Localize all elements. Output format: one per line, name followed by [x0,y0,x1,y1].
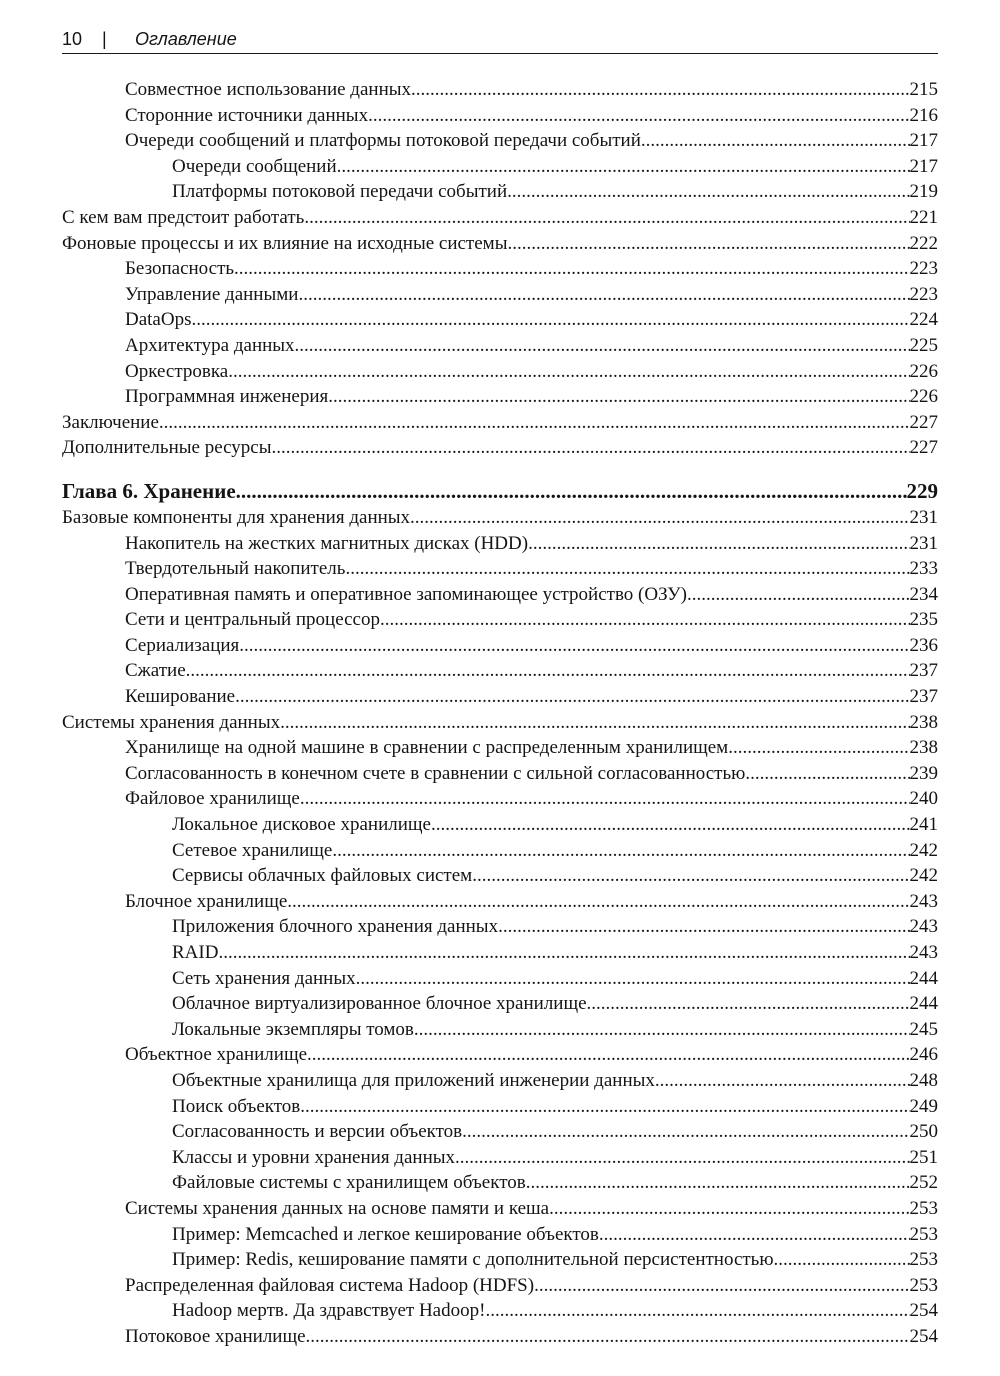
toc-entry-title: Сеть хранения данных [172,967,356,989]
toc-entry [62,307,938,333]
toc-leader-dots [218,940,909,966]
toc-entry [62,582,938,608]
toc-page-number: 215 [909,79,938,100]
toc-page-number: 253 [909,1274,938,1296]
toc-entry-title: Объектные хранилища для приложений инженерии данных [172,1069,655,1091]
toc-page-number: 244 [909,967,938,989]
toc-entry-title: RAID [172,942,219,963]
toc-leader-dots [410,505,909,531]
toc-entry-title: Пример: Memcached и легкое кеширование объектов [172,1223,599,1245]
toc-entry [62,914,938,940]
toc-entry-title: Очереди сообщений и платформы потоковой передачи событий [125,130,641,152]
toc-leader-dots [298,282,909,308]
toc-entry-title: Сторонние источники данных [125,104,369,126]
toc-page-number: 224 [909,309,938,331]
toc-leader-dots [745,761,909,787]
toc-page-number: 242 [909,839,938,861]
toc-page-number: 246 [909,1044,938,1066]
toc-entry [62,1145,938,1171]
toc-entry [62,991,938,1017]
toc-leader-dots [414,1017,910,1043]
toc-entry [62,103,938,129]
toc-leader-dots [728,735,909,761]
toc-entry-title: Пример: Redis, кеширование памяти с дополнительной персистентностью [172,1249,774,1271]
toc-page-number: 242 [909,865,938,887]
toc-leader-dots [455,1145,909,1171]
toc-entry [62,863,938,889]
toc-page-number: 226 [909,360,938,382]
toc-page-number: 243 [909,890,938,912]
toc-entry [62,710,938,736]
toc-entry-title: Программная инженерия [125,386,329,408]
toc-leader-dots [431,812,910,838]
toc-entry-title: Сериализация [125,634,240,656]
toc-entry-title: Приложения блочного хранения данных [172,916,499,938]
page-header [62,27,938,54]
toc-page-number: 222 [909,232,938,254]
toc-entry-title: Глава 6. Хранение [62,478,236,503]
toc-page-number: 217 [909,130,938,152]
toc-page-number: 251 [909,1146,938,1168]
toc-entry [62,1298,938,1324]
toc-leader-dots [507,179,909,205]
toc-leader-dots [280,710,909,736]
toc-entry [62,786,938,812]
toc-entry-title: Hadoop мертв. Да здравствует Hadoop! [172,1300,486,1322]
toc-page-number: 235 [909,609,938,631]
toc-leader-dots [356,966,910,992]
toc-entry [62,812,938,838]
toc-leader-dots [507,231,909,257]
toc-leader-dots [234,256,909,282]
toc-entry-title: Совместное использование данных [125,79,412,100]
toc-page-number: 225 [909,334,938,356]
toc-page-number: 217 [909,155,938,177]
toc-leader-dots [472,863,909,889]
toc-entry-title: Сервисы облачных файловых систем [172,865,473,887]
toc-page-number: 231 [909,532,938,554]
toc-leader-dots [368,103,909,129]
toc-page-number: 221 [909,206,938,228]
toc-page-number: 237 [909,660,938,682]
toc-page-number: 241 [909,814,938,836]
toc-entry [62,256,938,282]
toc-leader-dots [599,1222,910,1248]
toc-entry [62,205,938,231]
toc-entry [62,179,938,205]
toc-page-number: 239 [909,762,938,784]
toc-page-number: 254 [909,1325,938,1347]
toc-entry-title: Сетевое хранилище [172,839,333,861]
toc-leader-dots [774,1247,910,1273]
toc-entry-title: DataOps [125,309,192,331]
toc-leader-dots [295,333,910,359]
toc-entry [62,359,938,385]
toc-leader-dots [337,154,910,180]
toc-page-number: 237 [909,686,938,708]
toc-entry [62,1017,938,1043]
toc-entry [62,966,938,992]
toc-leader-dots [328,384,909,410]
toc-entry [62,1068,938,1094]
toc-page-number: 219 [909,181,938,203]
toc-entry-title: Согласованность и версии объектов [172,1121,463,1143]
toc-leader-dots [306,1324,910,1350]
toc-page-number: 254 [909,1300,938,1322]
toc-entry [62,1042,938,1068]
toc-leader-dots [239,633,909,659]
toc-entry-title: Накопитель на жестких магнитных дисках (HDD) [125,532,529,554]
toc-leader-dots [687,582,910,608]
toc-page-number: 250 [909,1121,938,1143]
toc-entry [62,1247,938,1273]
toc-page-number: 249 [909,1095,938,1117]
toc-chapter-heading [62,478,938,505]
toc-leader-dots [304,205,909,231]
toc-entry [62,556,938,582]
toc-entry-title: Поиск объектов [172,1095,301,1117]
toc-leader-dots [235,684,909,710]
toc-leader-dots [549,1196,909,1222]
toc-entry-title: Объектное хранилище [125,1044,308,1066]
toc-entry [62,531,938,557]
toc-page-number: 216 [909,104,938,126]
toc-page-number: 238 [909,711,938,733]
toc-leader-dots [462,1119,909,1145]
toc-entry-title: Распределенная файловая система Hadoop (HDFS) [125,1274,535,1296]
toc-page-number: 243 [909,916,938,938]
toc-leader-dots [300,786,910,812]
toc-leader-dots [228,359,909,385]
toc-page-number: 226 [909,386,938,408]
toc-entry [62,333,938,359]
toc-entry-title: Управление данными [125,283,299,305]
toc-entry-title: Кеширование [125,686,236,708]
toc-leader-dots [380,607,910,633]
toc-entry-title: Классы и уровни хранения данных [172,1146,456,1168]
toc-leader-dots [191,307,909,333]
toc-page-number: 231 [909,506,938,528]
toc-entry-title: Сжатие [125,660,186,682]
toc-entry [62,735,938,761]
toc-entry [62,410,938,436]
toc-page-number: 253 [909,1197,938,1219]
toc-entry [62,761,938,787]
toc-page-number: 252 [909,1172,938,1194]
toc-entry [62,607,938,633]
toc-entry [62,1170,938,1196]
toc-entry [62,658,938,684]
toc-entry-title: Платформы потоковой передачи событий [172,181,508,203]
running-title: Оглавление [135,29,237,49]
toc-entry [62,282,938,308]
toc-entry-title: Безопасность [125,258,235,280]
toc-entry-title: Дополнительные ресурсы [62,437,272,459]
toc-page-number: 253 [909,1223,938,1245]
toc-page-number: 234 [909,583,938,605]
toc-entry [62,1222,938,1248]
toc-entry-title: Файловое хранилище [125,788,300,810]
toc-entry [62,505,938,531]
toc-page-number: 233 [909,558,938,580]
toc-entry [62,128,938,154]
toc-page-number: 227 [909,411,938,433]
toc-leader-dots [411,77,909,103]
toc-entry [62,633,938,659]
toc-entry [62,1196,938,1222]
page-number: 10 [62,29,83,49]
toc-page-number: 227 [909,437,938,459]
toc-entry-title: Системы хранения данных на основе памяти и кеша [125,1197,550,1219]
toc-entry [62,684,938,710]
toc-entry-title: Архитектура данных [125,334,295,356]
toc-entry-title: Очереди сообщений [172,155,337,177]
header-separator: | [102,29,107,49]
toc-entry [62,1273,938,1299]
toc-page-number: 223 [909,258,938,280]
toc-page-number: 238 [909,737,938,759]
toc-page-number: 248 [909,1069,938,1091]
toc-entry-title: Сети и центральный процессор [125,609,380,631]
toc-entry-title: Оперативная память и оперативное запоминающее устройство (ОЗУ) [125,583,687,605]
toc-page-number: 243 [909,942,938,963]
toc-entry-title: Локальное дисковое хранилище [172,814,431,836]
toc-leader-dots [159,410,910,436]
toc-leader-dots [528,531,909,557]
toc-page-number: 240 [909,788,938,810]
toc-leader-dots [300,1094,909,1120]
toc-entry [62,838,938,864]
toc-entry-title: Базовые компоненты для хранения данных [62,506,411,528]
toc-leader-dots [345,556,909,582]
toc-page-number: 244 [909,993,938,1015]
toc-page-number: 245 [909,1018,938,1040]
toc-entry-title: Системы хранения данных [62,711,281,733]
toc-leader-dots [587,991,910,1017]
toc-page-number: 236 [909,634,938,656]
toc-entry [62,384,938,410]
toc-entry-title: Облачное виртуализированное блочное хранилище [172,993,587,1015]
toc-entry-title: С кем вам предстоит работать [62,206,305,228]
toc-leader-dots [271,435,909,461]
toc-entry-title: Фоновые процессы и их влияние на исходные системы [62,232,508,254]
toc-leader-dots [287,889,909,915]
toc-entry [62,231,938,257]
toc-leader-dots [641,128,910,154]
toc-leader-dots [307,1042,909,1068]
toc-page-number: 223 [909,283,938,305]
toc-entry-title: Оркестровка [125,360,229,382]
toc-entry-title: Блочное хранилище [125,890,288,912]
table-of-contents [62,77,938,1350]
toc-entry [62,77,938,103]
toc-entry-title: Заключение [62,411,159,433]
toc-entry-title: Потоковое хранилище [125,1325,306,1347]
toc-leader-dots [332,838,909,864]
toc-leader-dots [485,1298,909,1324]
toc-leader-dots [236,478,907,505]
toc-entry [62,1119,938,1145]
toc-entry-title: Твердотельный накопитель [125,558,346,580]
toc-leader-dots [534,1273,909,1299]
toc-entry-title: Хранилище на одной машине в сравнении с распределенным хранилищем [125,737,729,759]
toc-leader-dots [498,914,909,940]
toc-entry-title: Локальные экземпляры томов [172,1018,414,1040]
toc-entry [62,154,938,180]
toc-entry-title: Файловые системы с хранилищем объектов [172,1172,526,1194]
toc-leader-dots [186,658,910,684]
toc-entry [62,435,938,461]
toc-entry [62,889,938,915]
toc-entry [62,1324,938,1350]
toc-entry [62,1094,938,1120]
toc-leader-dots [526,1170,910,1196]
toc-entry-title: Согласованность в конечном счете в сравнении с сильной согласованностью [125,762,746,784]
toc-leader-dots [655,1068,910,1094]
toc-entry [62,940,938,966]
toc-page-number: 229 [906,478,938,503]
toc-page-number: 253 [909,1249,938,1271]
